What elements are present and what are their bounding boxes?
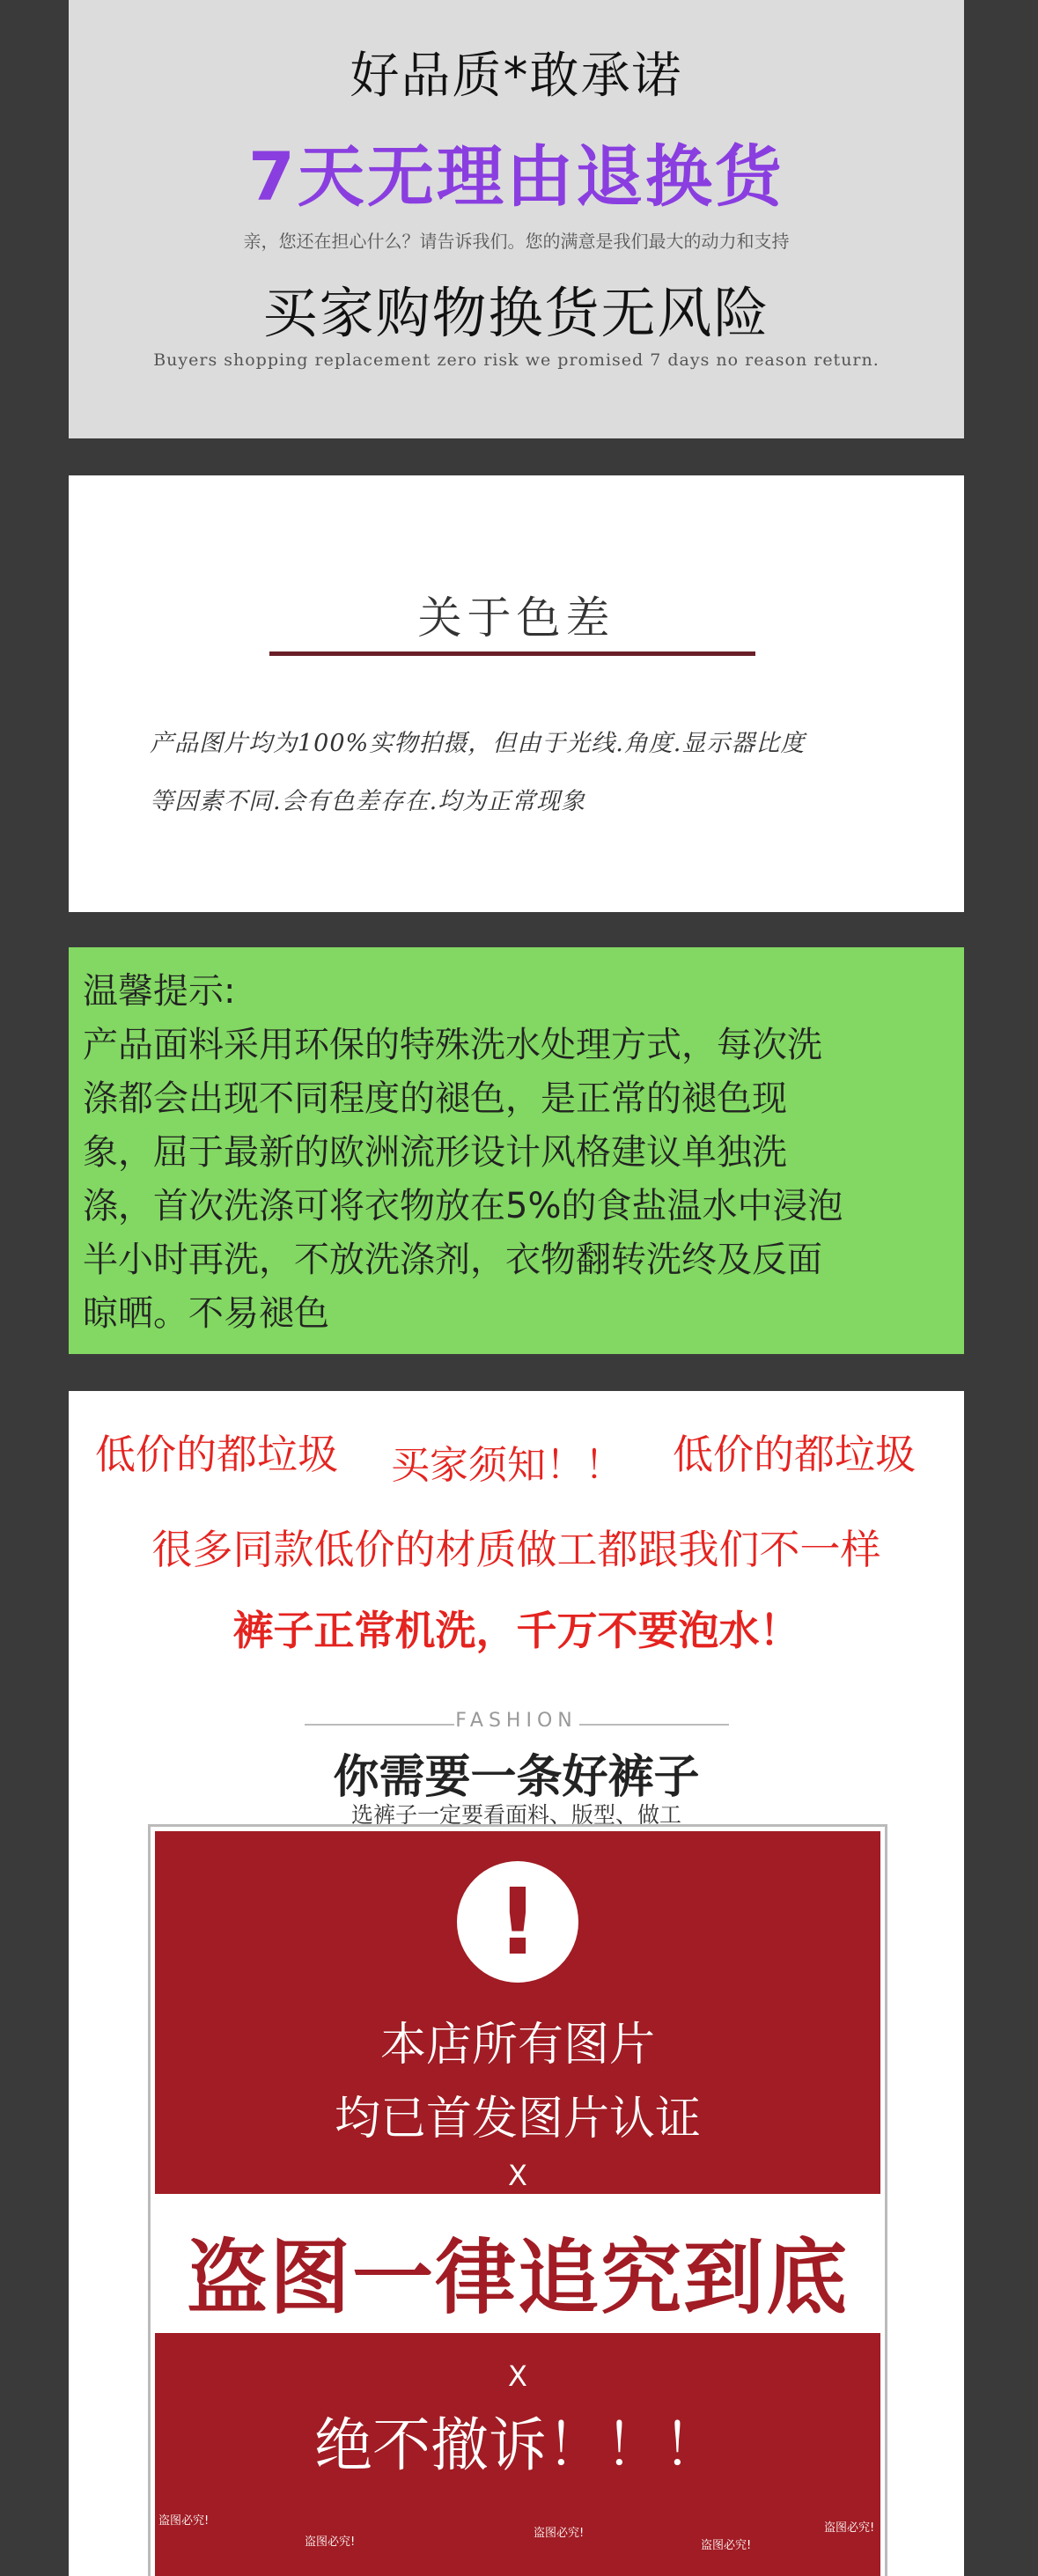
watermark: 盗图必究!	[701, 2539, 752, 2552]
copyright-warning-box	[155, 1831, 880, 2576]
watermark: 盗图必究!	[158, 2514, 210, 2528]
color-difference-title: 关于色差	[417, 592, 615, 644]
watermark: 盗图必究!	[305, 2536, 356, 2549]
tips-line: 涤都会出现不同程度的褪色，是正常的褪色现	[83, 1078, 787, 1119]
watermark: 盗图必究!	[824, 2521, 875, 2535]
no-withdrawal-text: 绝不撤诉！！！	[314, 2411, 721, 2479]
tips-line: 半小时再洗，不放洗涤剂，衣物翻转洗终及反面	[83, 1240, 822, 1280]
tips-line: 温馨提示:	[83, 971, 236, 1012]
theft-warning-text: 盗图一律追究到底	[186, 2231, 849, 2325]
washing-tips-panel	[69, 947, 964, 1354]
color-difference-text-1: 产品图片均为100%实物拍摄，但由于光线.角度.显示器比度	[150, 730, 806, 757]
color-difference-panel	[69, 475, 964, 912]
tips-line: 象，屈于最新的欧洲流形设计风格建议单独洗	[83, 1132, 787, 1173]
exclamation-icon: !	[457, 1861, 578, 1983]
all-images-text: 本店所有图片	[379, 2019, 655, 2072]
seven-day-return-heading: 7天无理由退换货	[248, 137, 784, 216]
tips-line: 涤，首次洗涤可将衣物放在5%的食盐温水中浸泡	[83, 1186, 843, 1226]
x-mark: X	[508, 2159, 527, 2192]
zero-risk-heading: 买家购物换货无风险	[262, 281, 770, 345]
need-good-pants-heading: 你需要一条好裤子	[333, 1751, 700, 1804]
quality-promise-heading: 好品质*敢承诺	[350, 48, 683, 105]
low-price-warning-right: 低价的都垃圾	[673, 1431, 916, 1478]
x-mark: X	[508, 2359, 527, 2393]
image-certified-text: 均已首发图片认证	[334, 2093, 701, 2145]
tips-line: 产品面料采用环保的特殊洗水处理方式，每次洗	[83, 1025, 822, 1065]
color-difference-text-2: 等因素不同.会有色差存在.均为正常现象	[150, 788, 586, 815]
fashion-label: FASHION	[455, 1710, 578, 1732]
low-price-warning-left: 低价的都垃圾	[95, 1431, 338, 1478]
theft-warning-band	[155, 2194, 880, 2333]
material-difference-text: 很多同款低价的材质做工都跟我们不一样	[151, 1526, 881, 1573]
watermark: 盗图必究!	[534, 2527, 585, 2540]
tips-line: 晾晒。不易褪色	[83, 1293, 329, 1334]
title-divider	[269, 651, 755, 656]
wash-instruction-text: 裤子正常机洗，千万不要泡水！	[232, 1607, 800, 1654]
reassurance-text: 亲，您还在担心什么？请告诉我们。您的满意是我们最大的动力和支持	[243, 231, 790, 252]
need-good-pants-subtitle: 选裤子一定要看面料、版型、做工	[350, 1802, 681, 1828]
english-promise-text: Buyers shopping replacement zero risk we promised 7 days no reason return.	[153, 350, 880, 370]
buyer-notice-panel	[69, 1391, 964, 2576]
guarantee-panel	[69, 0, 964, 438]
buyer-notice-heading: 买家须知！！	[391, 1443, 623, 1488]
